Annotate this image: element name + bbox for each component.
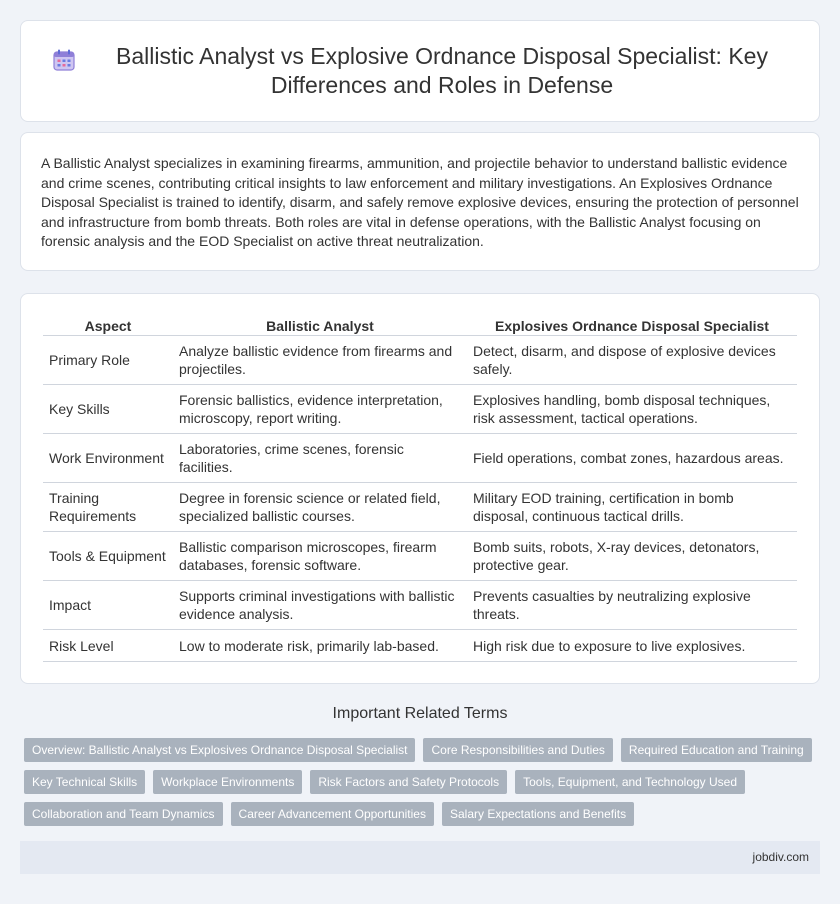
related-term-tag[interactable]: Career Advancement Opportunities (231, 802, 434, 826)
table-cell-aspect: Key Skills (43, 385, 173, 434)
related-term-tag[interactable]: Required Education and Training (621, 738, 812, 762)
related-terms-title: Important Related Terms (332, 705, 508, 722)
table-cell-ballistic: Supports criminal investigations with ballistic evidence analysis. (173, 581, 467, 630)
table-cell-ballistic: Analyze ballistic evidence from firearms and projectiles. (173, 336, 467, 385)
related-term-tag[interactable]: Collaboration and Team Dynamics (24, 802, 223, 826)
table-cell-eod: Bomb suits, robots, X-ray devices, detonators, protective gear. (467, 532, 797, 581)
table-row (43, 483, 797, 532)
table-cell-eod: Field operations, combat zones, hazardous areas. (467, 434, 797, 483)
table-cell-aspect: Work Environment (43, 434, 173, 483)
table-header-row (43, 316, 797, 336)
table-cell-aspect: Training Requirements (43, 483, 173, 532)
intro-paragraph: A Ballistic Analyst specializes in examining firearms, ammunition, and projectile behavior to understand ballistic evidence and crime scenes, contributing critical insights to law enforcement and military investigations. An Explosives Ordnance Disposal Specialist is trained to identify, disarm, and safely remove explosive devices, ensuring the protection of personnel and infrastructure from bomb threats. Both roles are vital in defense operations, with the Ballistic Analyst focusing on forensic analysis and the EOD Specialist on active threat neutralization. (41, 155, 799, 249)
table-cell-aspect: Primary Role (43, 336, 173, 385)
table-cell-eod: Explosives handling, bomb disposal techniques, risk assessment, tactical operations. (467, 385, 797, 434)
related-terms-list (24, 738, 824, 826)
related-term-tag[interactable]: Risk Factors and Safety Protocols (310, 770, 507, 794)
table-row (43, 434, 797, 483)
table-cell-eod: Military EOD training, certification in bomb disposal, continuous tactical drills. (467, 483, 797, 532)
comparison-table-card (20, 293, 820, 684)
column-header: Aspect (43, 316, 173, 336)
table-cell-ballistic: Degree in forensic science or related field, specialized ballistic courses. (173, 483, 467, 532)
table-cell-aspect: Tools & Equipment (43, 532, 173, 581)
table-row (43, 532, 797, 581)
table-cell-eod: Detect, disarm, and dispose of explosive devices safely. (467, 336, 797, 385)
table-row (43, 385, 797, 434)
related-term-tag[interactable]: Salary Expectations and Benefits (442, 802, 634, 826)
table-cell-ballistic: Low to moderate risk, primarily lab-based. (173, 630, 467, 662)
related-term-tag[interactable]: Workplace Environments (153, 770, 302, 794)
table-row (43, 630, 797, 662)
related-term-tag[interactable]: Tools, Equipment, and Technology Used (515, 770, 745, 794)
related-term-tag[interactable]: Overview: Ballistic Analyst vs Explosives Ordnance Disposal Specialist (24, 738, 415, 762)
intro-card (20, 132, 820, 271)
table-row (43, 336, 797, 385)
related-term-tag[interactable]: Core Responsibilities and Duties (423, 738, 612, 762)
comparison-table (43, 316, 797, 662)
table-cell-eod: Prevents casualties by neutralizing explosive threats. (467, 581, 797, 630)
table-cell-ballistic: Ballistic comparison microscopes, firearm databases, forensic software. (173, 532, 467, 581)
table-cell-aspect: Risk Level (43, 630, 173, 662)
footer-site-link[interactable]: jobdiv.com (752, 850, 809, 864)
table-cell-eod: High risk due to exposure to live explosives. (467, 630, 797, 662)
column-header: Ballistic Analyst (173, 316, 467, 336)
table-row (43, 581, 797, 630)
table-cell-ballistic: Laboratories, crime scenes, forensic facilities. (173, 434, 467, 483)
page-title: Ballistic Analyst vs Explosive Ordnance Disposal Specialist: Key Differences and Roles in Defense (116, 43, 768, 98)
footer (20, 841, 820, 874)
column-header: Explosives Ordnance Disposal Specialist (467, 316, 797, 336)
table-cell-ballistic: Forensic ballistics, evidence interpretation, microscopy, report writing. (173, 385, 467, 434)
table-cell-aspect: Impact (43, 581, 173, 630)
header-card (20, 20, 820, 122)
related-term-tag[interactable]: Key Technical Skills (24, 770, 145, 794)
calendar-icon (51, 47, 77, 73)
